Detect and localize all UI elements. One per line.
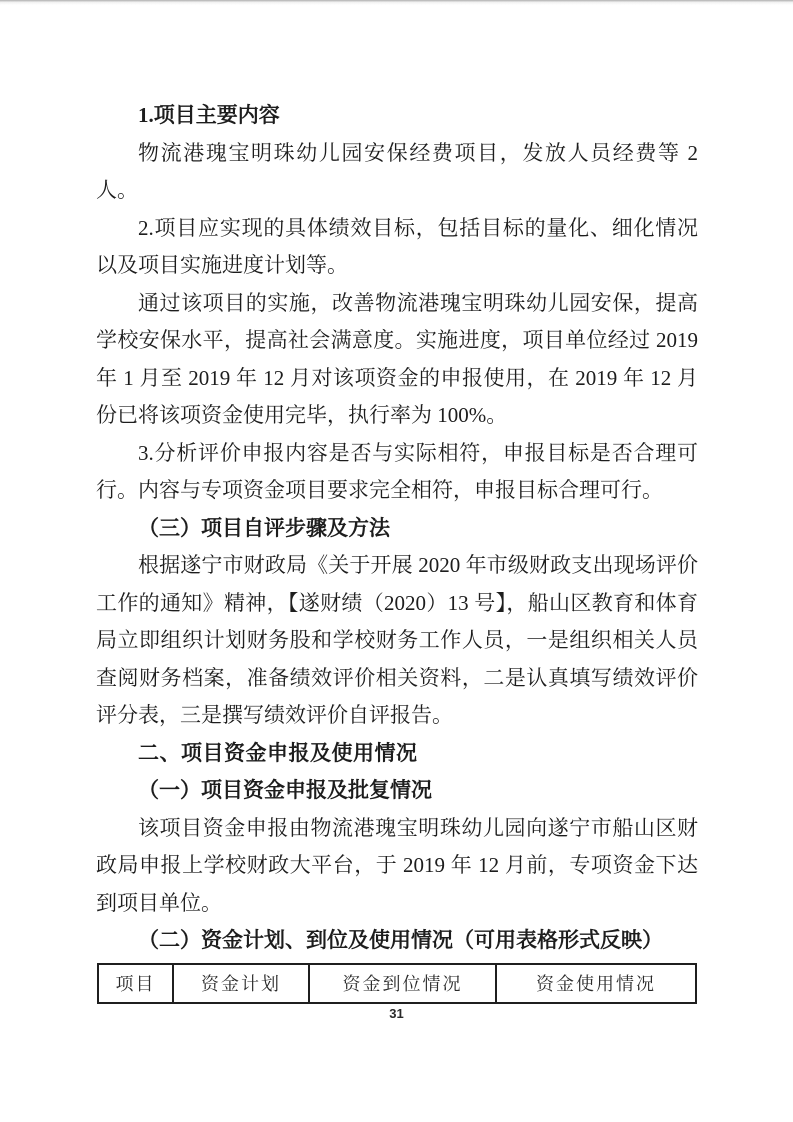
page-number: 31 (389, 1006, 404, 1021)
heading-project-main-content: 1.项目主要内容 (138, 103, 280, 127)
page-top-scan-shadow (0, 0, 793, 5)
funds-table-header-project: 项目 (98, 964, 173, 1003)
paragraph-fund-application: 该项目资金申报由物流港瑰宝明珠幼儿园向遂宁市船山区财政局申报上学校财政大平台，于 2019 年 12 月前，专项资金下达到项目单位。 (96, 815, 698, 915)
heading-self-evaluation-steps: （三）项目自评步骤及方法 (138, 515, 390, 540)
paragraph-project-content: 物流港瑰宝明珠幼儿园安保经费项目，发放人员经费等 2 人。 (96, 140, 698, 202)
heading-fund-plan-usage: （二）资金计划、到位及使用情况（可用表格形式反映） (138, 928, 663, 952)
paragraph-implementation-progress: 通过该项目的实施，改善物流港瑰宝明珠幼儿园安保，提高学校安保水平，提高社会满意度。实施进度，项目单位经过 2019 年 1 月至 2019 年 12 月对该项资金的申报使用，在 2019 年 12 月份已将该项资金使用完毕，执行率为 100%。 (96, 290, 698, 427)
heading-fund-application-approval: （一）项目资金申报及批复情况 (138, 778, 432, 802)
paragraph-evaluation-procedure: 根据遂宁市财政局《关于开展 2020 年市级财政支出现场评价工作的通知》精神，【遂财绩（2020）13 号】，船山区教育和体育局立即组织计划财务股和学校财务工作人员，一是组织相关人员查阅财务档案，准备绩效评价相关资料，二是认真填写绩效评价评分表，三是撰写绩效评价自评报告。 (96, 553, 698, 727)
funds-table-header-plan: 资金计划 (173, 964, 309, 1003)
heading-section-two-funds: 二、项目资金申报及使用情况 (138, 741, 418, 765)
paragraph-analysis-evaluation: 3.分析评价申报内容是否与实际相符，申报目标是否合理可行。内容与专项资金项目要求完全相符，申报目标合理可行。 (96, 440, 698, 502)
funds-table (97, 963, 697, 1004)
funds-table-header-usage: 资金使用情况 (496, 964, 696, 1003)
page-content (96, 97, 698, 1004)
funds-table-header-received: 资金到位情况 (309, 964, 496, 1003)
funds-table-header-row (98, 964, 696, 1003)
paragraph-performance-goals: 2.项目应实现的具体绩效目标，包括目标的量化、细化情况以及项目实施进度计划等。 (96, 215, 698, 277)
